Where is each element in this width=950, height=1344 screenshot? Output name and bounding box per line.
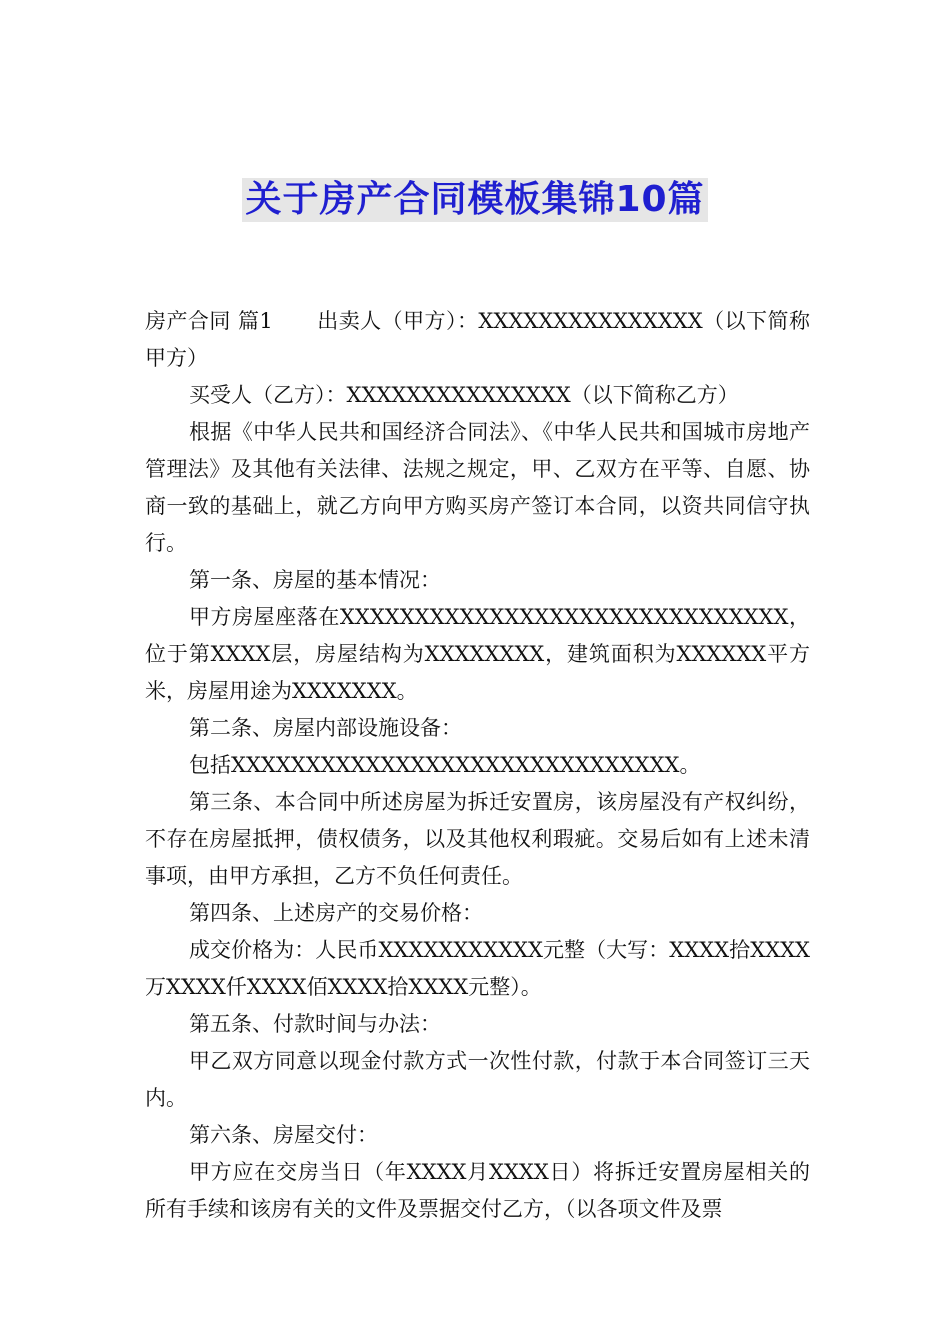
- clause-1-heading: 第一条、房屋的基本情况：: [189, 568, 441, 592]
- title-container: [0, 178, 950, 222]
- document-body: [145, 303, 810, 1228]
- clause-6-heading: 第六条、房屋交付：: [189, 1123, 378, 1147]
- paragraph-preamble: 根据《中华人民共和国经济合同法》、《中华人民共和国城市房地产管理法》及其他有关法律、法规之规定，甲、乙双方在平等、自愿、协商一致的基础上，就乙方向甲方购买房产签订本合同，以资共同信守执行。: [145, 420, 810, 555]
- clause-5-heading: 第五条、付款时间与办法：: [189, 1012, 441, 1036]
- seller-line: 出卖人（甲方）：XXXXXXXXXXXXXXX（以下简称甲方）: [145, 309, 810, 370]
- clause-4-body: 成交价格为：人民币XXXXXXXXXXX元整（大写：XXXX拾XXXX万XXXX仟XXXX佰XXXX拾XXXX元整）。: [145, 938, 810, 999]
- section-label: 房产合同 篇1: [145, 309, 273, 333]
- clause-5-body: 甲乙双方同意以现金付款方式一次性付款，付款于本合同签订三天内。: [145, 1049, 810, 1110]
- paragraph-buyer: 买受人（乙方）：XXXXXXXXXXXXXXX（以下简称乙方）: [189, 383, 739, 407]
- clause-4-heading: 第四条、上述房产的交易价格：: [189, 901, 483, 925]
- document-title: 关于房产合同模板集锦10篇: [242, 178, 707, 222]
- clause-2-body: 包括XXXXXXXXXXXXXXXXXXXXXXXXXXXXXX。: [189, 753, 701, 777]
- clause-2-heading: 第二条、房屋内部设施设备：: [189, 716, 462, 740]
- clause-3-body: 第三条、本合同中所述房屋为拆迁安置房，该房屋没有产权纠纷，不存在房屋抵押，债权债务，以及其他权利瑕疵。交易后如有上述未清事项，由甲方承担，乙方不负任何责任。: [145, 790, 810, 888]
- clause-1-body: 甲方房屋座落在XXXXXXXXXXXXXXXXXXXXXXXXXXXXXX，位于第XXXX层，房屋结构为XXXXXXXX，建筑面积为XXXXXX平方米，房屋用途为XXXXXXX。: [145, 605, 810, 703]
- clause-6-body: 甲方应在交房当日（年XXXX月XXXX日）将拆迁安置房屋相关的所有手续和该房有关的文件及票据交付乙方，（以各项文件及票: [145, 1160, 810, 1221]
- paragraph-seller: [145, 303, 810, 377]
